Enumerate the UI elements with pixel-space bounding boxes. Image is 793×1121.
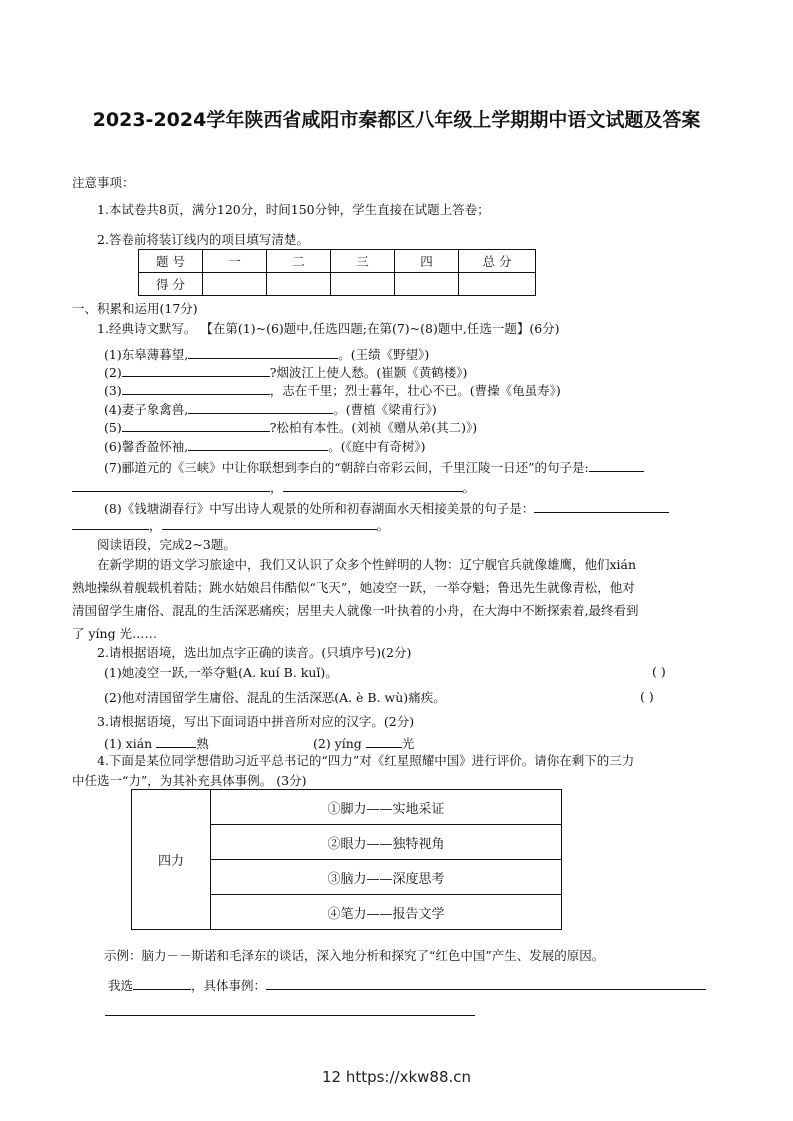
q1-line-prefix: (4)妻子象禽兽,: [104, 402, 189, 417]
score-cell: 一: [203, 250, 267, 273]
q2-item-1: (1)她凌空一跃,一举夺魁(A. kuí B. kuǐ)。: [104, 665, 338, 680]
q1-line-1: [104, 345, 429, 364]
passage-line-4: 了 yíng 光……: [72, 626, 158, 641]
q1-item-7: [104, 458, 644, 477]
answer-blank[interactable]: [266, 976, 706, 990]
reading-intro: 阅读语段，完成2~3题。: [97, 537, 236, 552]
answer-blank[interactable]: [72, 478, 270, 492]
score-cell: 四: [395, 250, 459, 273]
answer-blank[interactable]: [156, 734, 196, 748]
four-forces-table: [131, 789, 562, 930]
score-table-value-row: [139, 273, 536, 296]
q1-line-3: [104, 381, 561, 400]
score-cell: 得 分: [139, 273, 203, 296]
four-forces-item: ④笔力——报告文学: [211, 895, 562, 930]
passage-line-3: 清国留学生庸俗、混乱的生活深恶痛疾；居里夫人就像一叶执着的小舟，在大海中不断探索着,最终看到: [72, 603, 639, 618]
q1-line-prefix: (2): [104, 365, 122, 380]
score-cell: 二: [267, 250, 331, 273]
q4-answer-prefix: 我选: [108, 978, 134, 993]
q3-pinyin: (2) yíng: [313, 736, 362, 751]
q1-line-prefix: (6)馨香盈怀袖,: [104, 439, 189, 454]
four-forces-label: 四力: [132, 790, 211, 930]
q1-line-suffix: ?松柏有本性。(刘祯《赠从弟(其二)》): [269, 420, 478, 435]
score-input-cell[interactable]: [203, 273, 267, 296]
answer-blank[interactable]: [188, 345, 338, 359]
q1-line-suffix: 。(王绩《野望》): [338, 347, 430, 362]
score-table-header-row: [139, 250, 536, 273]
q3-suffix: 光: [401, 736, 415, 751]
score-input-cell[interactable]: [267, 273, 331, 296]
q1-line-suffix: ，志在千里；烈士暮年，壮心不已。(曹操《龟虽寿》): [269, 383, 561, 398]
passage-line-1: 在新学期的语文学习旅途中，我们又认识了众多个性鲜明的人物：辽宁舰官兵就像雄鹰，他们xián: [97, 557, 637, 572]
notice-heading: 注意事项：: [72, 175, 135, 190]
answer-blank[interactable]: [122, 418, 270, 432]
q4-answer-mid: ，具体事例：: [191, 978, 267, 993]
score-input-cell[interactable]: [395, 273, 459, 296]
q3-pinyin: (1) xián: [104, 736, 153, 751]
q1-stem: 1.经典诗文默写。 【在第(1)~(6)题中,任选四题;在第(7)~(8)题中,任选一题】(6分): [97, 321, 560, 336]
answer-blank[interactable]: [283, 478, 463, 492]
score-input-cell[interactable]: [331, 273, 395, 296]
passage-line-2: 熟地操纵着舰载机着陆；跳水姑娘吕伟酷似“飞天”，她凌空一跃，一举夺魁；鲁迅先生就像青松，他对: [72, 580, 635, 595]
notice-item-1: 1.本试卷共8页，满分120分，时间150分钟，学生直接在试题上答卷；: [97, 202, 490, 217]
four-forces-item: ②眼力——独特视角: [211, 825, 562, 860]
q1-line-prefix: (3): [104, 383, 122, 398]
answer-blank[interactable]: [188, 437, 328, 451]
q1-line-prefix: (5): [104, 420, 122, 435]
q1-line-6: [104, 437, 425, 456]
answer-blank[interactable]: [162, 516, 377, 530]
q4-stem-1: 4.下面是某位同学想借助习近平总书记的“四力”对《红星照耀中国》进行评价。请你在剩下的三力: [97, 753, 635, 768]
section1-heading: 一、积累和运用(17分): [72, 301, 198, 316]
score-cell: 题 号: [139, 250, 203, 273]
q2-answer-paren[interactable]: ( ): [652, 664, 666, 679]
answer-blank[interactable]: [589, 458, 644, 472]
four-forces-item: ③脑力——深度思考: [211, 860, 562, 895]
answer-blank[interactable]: [122, 363, 270, 377]
score-table: [138, 249, 536, 296]
score-cell: 三: [331, 250, 395, 273]
q8-text: (8)《钱塘湖春行》中写出诗人观景的处所和初春湖面水天相接美景的句子是：: [104, 501, 535, 516]
score-input-cell[interactable]: [459, 273, 536, 296]
page-title: 2023-2024学年陕西省咸阳市秦都区八年级上学期期中语文试题及答案: [92, 109, 701, 131]
q4-example: 示例：脑力－－斯诺和毛泽东的谈话，深入地分析和探究了“红色中国”产生、发展的原因。: [104, 948, 605, 963]
q7-text: (7)郦道元的《三峡》中让你联想到李白的“朝辞白帝彩云间，千里江陵一日还”的句子是:: [104, 460, 589, 475]
q1-line-prefix: (1)东皋薄暮望,: [104, 347, 189, 362]
q3-item-1: [104, 734, 209, 753]
q1-line-suffix: 。(曹植《梁甫行》): [333, 402, 437, 417]
q4-answer-line: [108, 976, 706, 995]
q3-suffix: 熟: [196, 736, 209, 751]
answer-blank[interactable]: [105, 1015, 475, 1016]
answer-blank[interactable]: [188, 400, 333, 414]
q1-line-5: [104, 418, 477, 437]
four-forces-item: ①脚力——实地采证: [211, 790, 562, 825]
q1-line-suffix: 。(《庭中有奇树》): [328, 439, 426, 454]
answer-blank[interactable]: [72, 516, 149, 530]
q1-item-8-cont: ， 。: [72, 516, 389, 535]
q1-line-suffix: ?烟波江上使人愁。(崔颢《黄鹤楼》): [269, 365, 468, 380]
answer-blank[interactable]: [122, 381, 270, 395]
q3-item-2: [313, 734, 414, 753]
q4-stem-2: 中任选一“力”，为其补充具体事例。 (3分): [72, 773, 307, 788]
answer-blank[interactable]: [366, 734, 402, 748]
page-footer: 12 https://xkw88.cn: [321, 1068, 472, 1086]
q3-stem: 3.请根据语境，写出下面词语中拼音所对应的汉字。(2分): [97, 714, 415, 729]
q1-line-2: [104, 363, 467, 382]
q2-item-2: (2)他对清国留学生庸俗、混乱的生活深恶(A. è B. wù)痛疾。: [104, 690, 446, 705]
q2-stem: 2.请根据语境，选出加点字正确的读音。(只填序号)(2分): [97, 645, 412, 660]
answer-blank[interactable]: [133, 976, 191, 990]
notice-item-2: 2.答卷前将装订线内的项目填写清楚。: [97, 232, 309, 247]
answer-blank[interactable]: [534, 499, 669, 513]
q1-line-4: [104, 400, 437, 419]
q2-answer-paren[interactable]: ( ): [640, 689, 654, 704]
score-cell: 总 分: [459, 250, 536, 273]
q1-item-7-cont: ， 。: [72, 478, 475, 497]
